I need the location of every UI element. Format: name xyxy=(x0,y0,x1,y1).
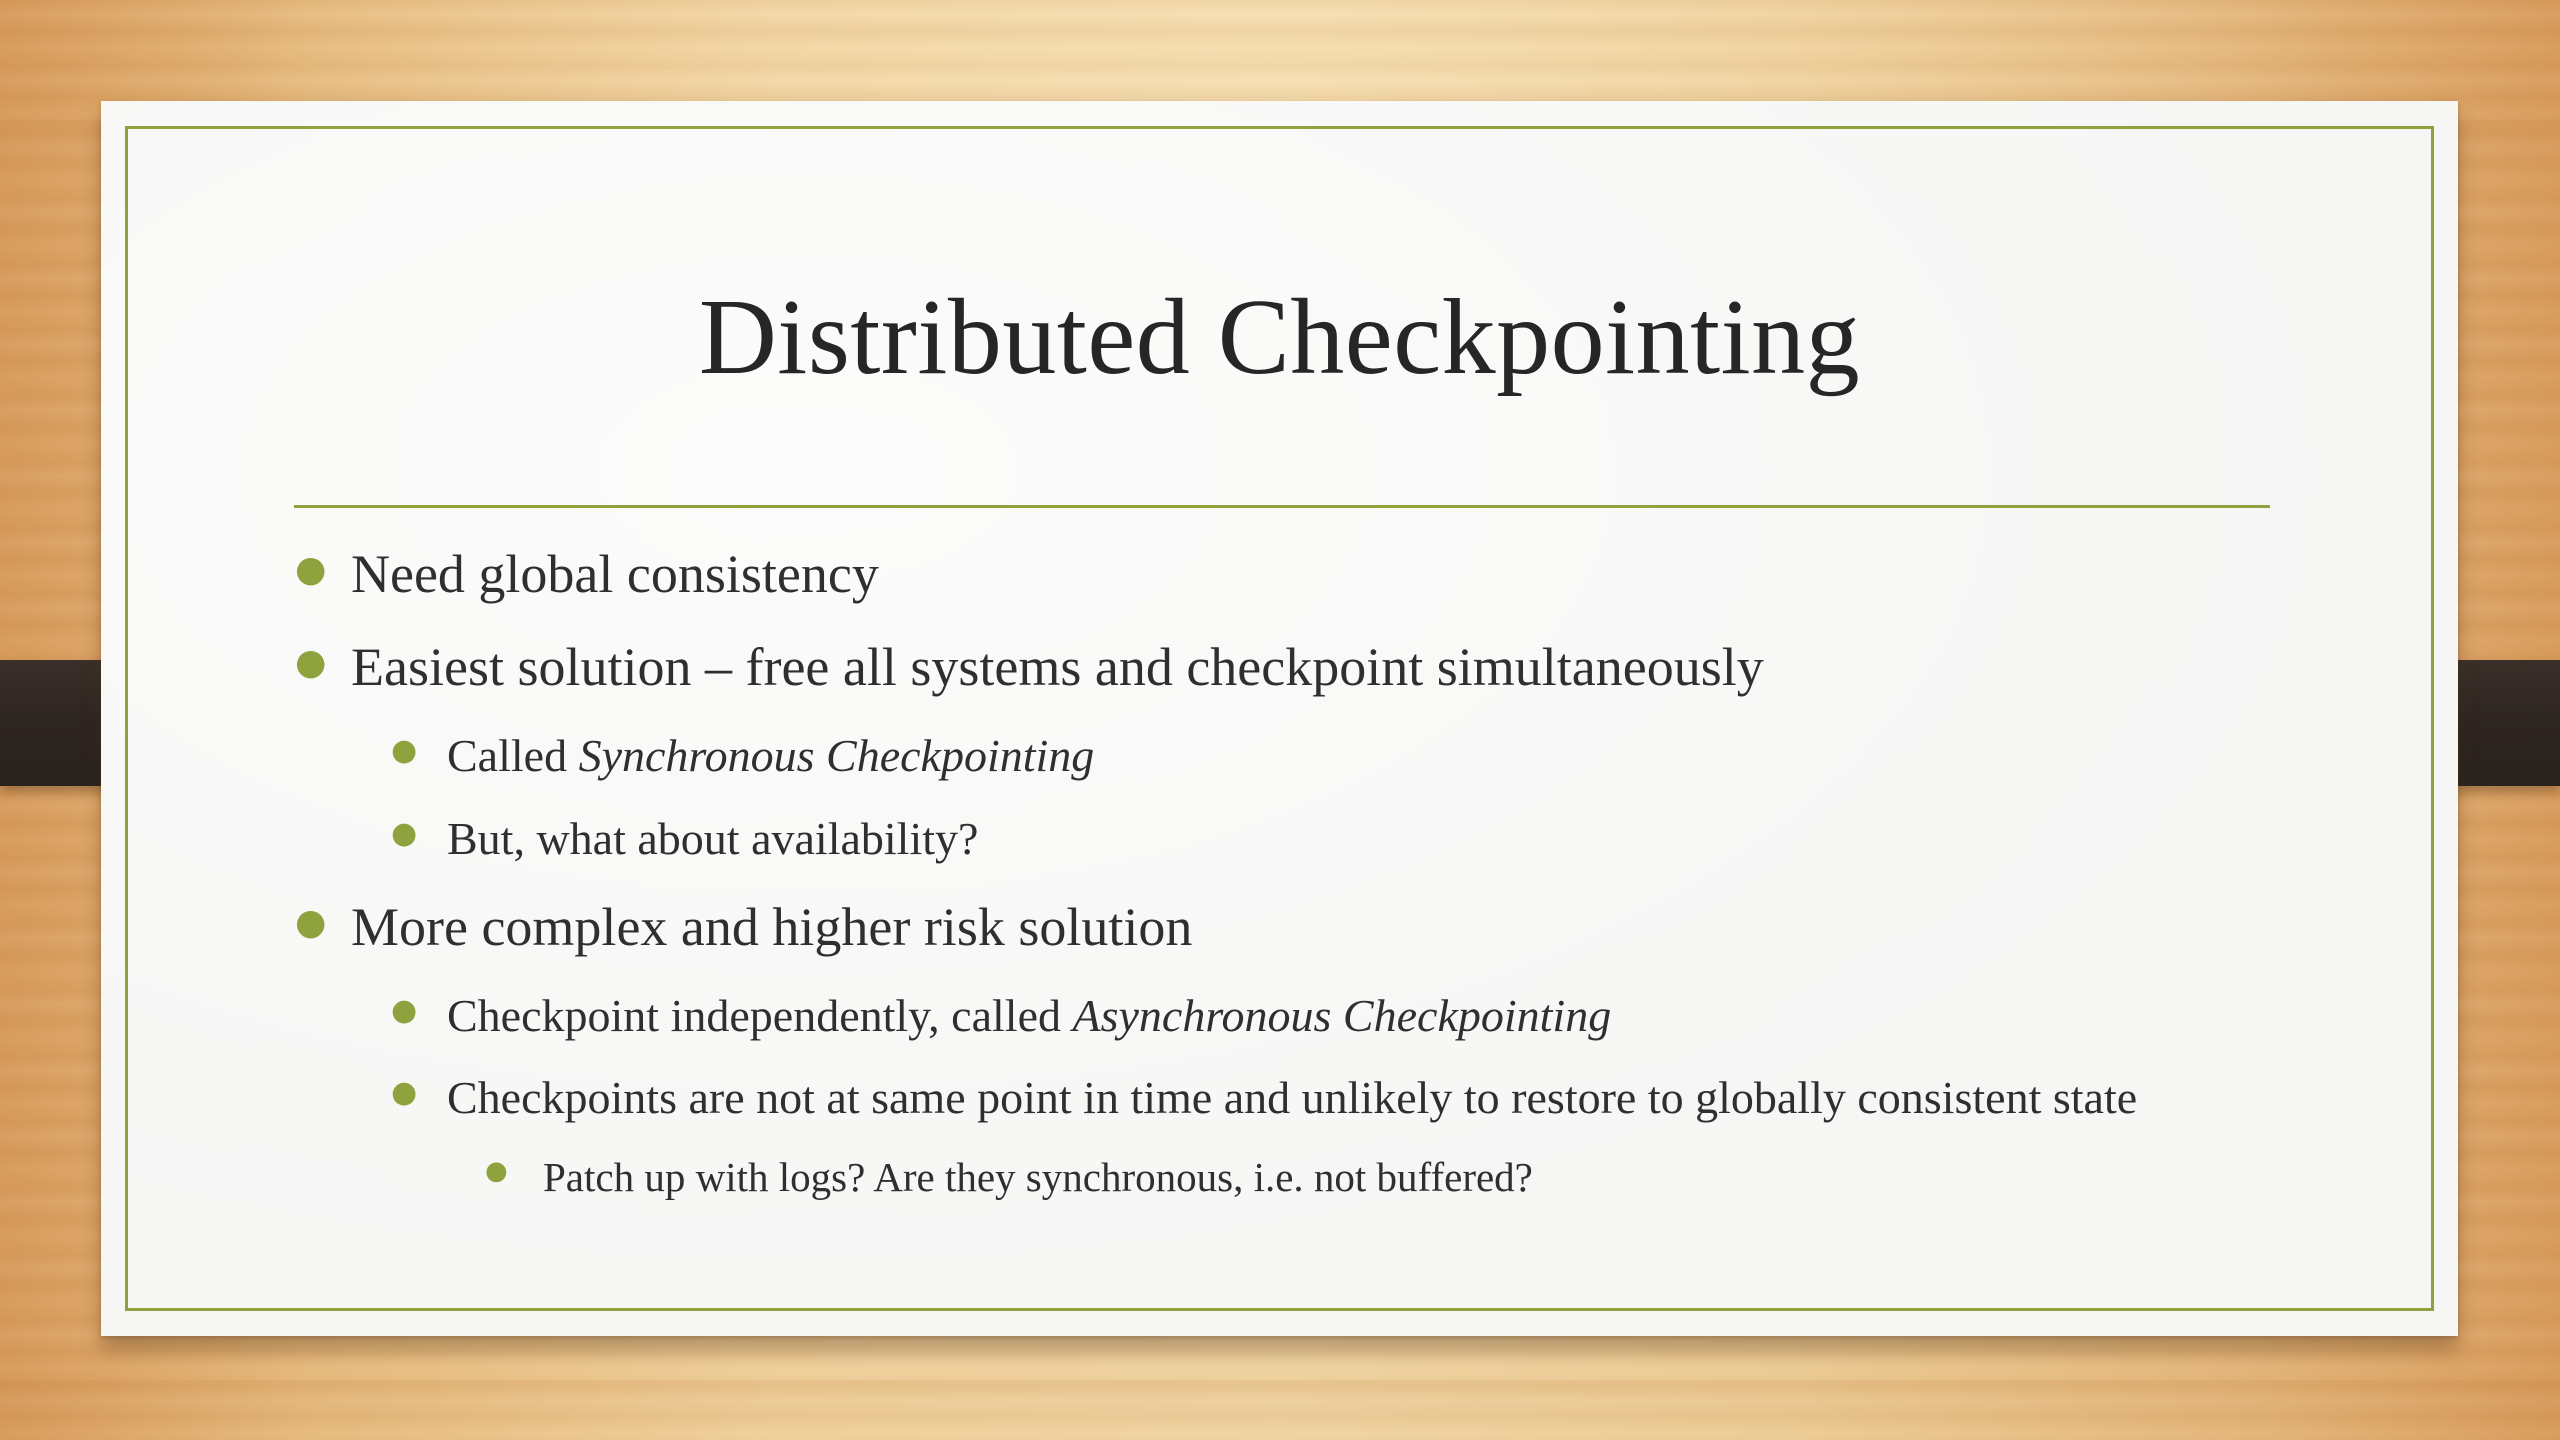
bullet-text: Checkpoints are not at same point in time and unlikely to restore to globally consistent state xyxy=(447,1072,2138,1123)
bullet-text: But, what about availability? xyxy=(447,813,979,864)
bullet-text: More complex and higher risk solution xyxy=(351,897,1193,957)
bullet-text: Checkpoint independently, called xyxy=(447,990,1073,1041)
bullet-italic-term: Asynchronous Checkpointing xyxy=(1072,990,1612,1041)
bullet-text: Need global consistency xyxy=(351,544,879,604)
bullet-icon: ● xyxy=(391,993,418,1028)
bullet-icon: ● xyxy=(295,549,327,590)
bullet-icon: ● xyxy=(391,733,418,768)
bullet-italic-term: Synchronous Checkpointing xyxy=(578,730,1095,781)
sub-sub-bullet-item xyxy=(485,1153,1533,1201)
sub-bullet-item xyxy=(391,729,1095,782)
slide xyxy=(101,101,2458,1336)
bullet-item xyxy=(295,636,1764,698)
bullet-icon: ● xyxy=(295,902,327,943)
bullet-icon: ● xyxy=(391,816,418,851)
bullet-icon: ● xyxy=(391,1075,418,1110)
bullet-list xyxy=(101,101,2458,1336)
bullet-item xyxy=(295,896,1193,958)
bullet-text: Called xyxy=(447,730,579,781)
bullet-text: Patch up with logs? Are they synchronous, i.e. not buffered? xyxy=(543,1154,1533,1200)
sub-bullet-item xyxy=(391,1071,2138,1124)
bullet-icon: ● xyxy=(295,642,327,683)
bullet-icon: ● xyxy=(485,1156,508,1186)
sub-bullet-item xyxy=(391,989,1612,1042)
bullet-text: Easiest solution – free all systems and checkpoint simultaneously xyxy=(351,637,1764,697)
sub-bullet-item xyxy=(391,812,979,865)
slide-title: Distributed Checkpointing xyxy=(698,278,1861,397)
wood-grain xyxy=(0,1380,2560,1420)
bullet-item xyxy=(295,543,879,605)
